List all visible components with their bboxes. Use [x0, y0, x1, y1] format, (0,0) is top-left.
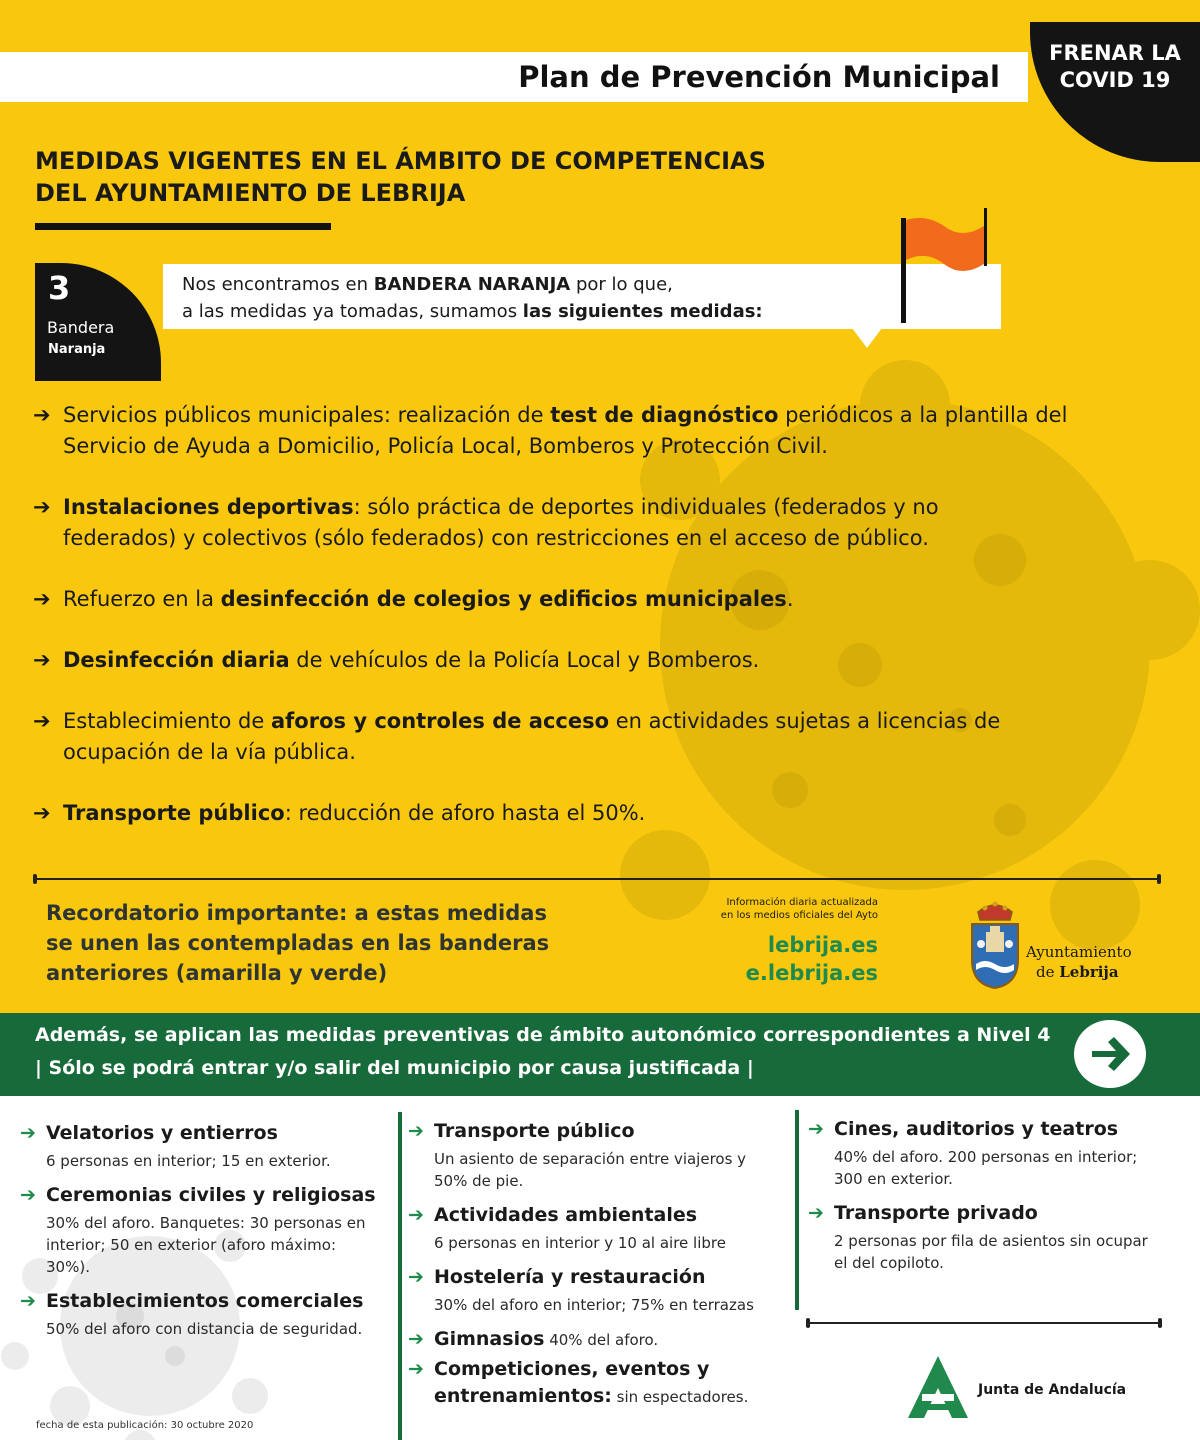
category-title: Transporte público — [434, 1120, 635, 1142]
arrow-right-icon: ➔ — [20, 1122, 36, 1144]
divider-end — [1157, 874, 1161, 884]
arrow-right-icon: ➔ — [20, 1290, 36, 1312]
category-title: Hostelería y restauración — [434, 1266, 706, 1288]
measure-text: en actividades sujetas a licencias de ocupación de la vía pública. — [63, 709, 1001, 764]
intro-bold: BANDERA NARANJA — [373, 274, 571, 295]
reminder-text — [46, 898, 616, 988]
corner-line-1: FRENAR LA — [1049, 41, 1181, 65]
arrow-right-icon: ➔ — [408, 1358, 424, 1380]
category-item — [20, 1120, 390, 1146]
measure-bold: Transporte público — [63, 801, 285, 825]
category-desc: 30% del aforo. Banquetes: 30 personas en interior; 50 en exterior (aforo máximo: 30%). — [46, 1214, 366, 1276]
intro-part: a las medidas ya tomadas, sumamos — [182, 301, 523, 322]
arrow-right-icon: ➔ — [33, 648, 51, 672]
category-title: Transporte privado — [834, 1202, 1038, 1224]
column-3 — [808, 1116, 1188, 1284]
reminder-line: Recordatorio importante: a estas medidas — [46, 901, 547, 925]
category-title: Ceremonias civiles y religiosas — [46, 1184, 376, 1206]
arrow-right-icon: ➔ — [33, 709, 51, 733]
measure-text: : reducción de aforo hasta el 50%. — [284, 801, 646, 825]
category-desc: sin espectadores. — [611, 1388, 749, 1406]
category-title: Actividades ambientales — [434, 1204, 698, 1226]
category-item — [20, 1182, 390, 1208]
heading-underline — [35, 223, 331, 230]
website-link[interactable]: lebrija.es — [767, 933, 878, 957]
measure-text: . — [786, 587, 794, 611]
measure-text: periódicos a la plantilla del Servicio de Ayuda a Domicilio, Policía Local, Bomberos y Protección Civil. — [63, 403, 1068, 458]
info-caption-line: en los medios oficiales del Ayto — [720, 910, 878, 921]
measure-text: de vehículos de la Policía Local y Bomberos. — [289, 648, 760, 672]
intro-part: por lo que, — [570, 274, 673, 295]
measure-text: Establecimiento de — [63, 709, 271, 733]
covid-corner-text — [1040, 40, 1190, 94]
measure-item — [33, 584, 1133, 615]
category-desc: 40% del aforo. — [544, 1331, 659, 1349]
category-desc: 6 personas en interior; 15 en exterior. — [46, 1152, 331, 1170]
info-caption — [700, 896, 878, 922]
intro-text — [182, 271, 763, 325]
e-website-link[interactable]: e.lebrija.es — [745, 961, 878, 985]
next-arrow-button[interactable] — [1074, 1020, 1146, 1088]
category-desc: 50% del aforo con distancia de seguridad. — [46, 1320, 363, 1338]
category-desc: 30% del aforo en interior; 75% en terrazas — [434, 1296, 754, 1314]
badge-number: 3 — [48, 269, 71, 307]
ayuntamiento-prefix: de — [1036, 963, 1060, 981]
page-title: Plan de Prevención Municipal — [518, 60, 1000, 94]
measure-bold: Desinfección diaria — [63, 648, 290, 672]
column-2 — [408, 1118, 788, 1414]
junta-andalucia-logo-icon — [906, 1352, 970, 1422]
arrow-right-icon: ➔ — [408, 1120, 424, 1142]
arrow-right-icon: ➔ — [33, 403, 51, 427]
main-heading-line-2: DEL AYUNTAMIENTO DE LEBRIJA — [35, 179, 466, 207]
ayuntamiento-sublabel — [1036, 963, 1119, 981]
category-item — [408, 1326, 788, 1352]
measure-bold: desinfección de colegios y edificios municipales — [220, 587, 787, 611]
autonomic-line-2: | Sólo se podrá entrar y/o salir del municipio por causa justificada | — [35, 1057, 754, 1079]
arrow-right-icon: ➔ — [20, 1184, 36, 1206]
category-item — [408, 1202, 788, 1228]
lebrija-crest-icon — [968, 900, 1022, 990]
reminder-line: anteriores (amarilla y verde) — [46, 961, 388, 985]
category-title: Cines, auditorios y teatros — [834, 1118, 1119, 1140]
arrow-right-icon: ➔ — [808, 1118, 824, 1140]
autonomic-line-1: Además, se aplican las medidas preventivas de ámbito autonómico correspondientes a Nivel 4 — [35, 1024, 1051, 1046]
category-title: Gimnasios — [434, 1328, 545, 1350]
category-title: Competiciones, eventos y entrenamientos: — [434, 1358, 710, 1407]
category-item — [808, 1200, 1188, 1226]
measure-text: Servicios públicos municipales: realización de — [63, 403, 551, 427]
divider — [808, 1322, 1162, 1324]
category-title: Velatorios y entierros — [46, 1122, 278, 1144]
arrow-right-icon: ➔ — [408, 1328, 424, 1350]
measure-item — [33, 645, 1133, 676]
category-item — [408, 1118, 788, 1144]
arrow-right-icon: ➔ — [33, 587, 51, 611]
divider-end — [1158, 1318, 1162, 1328]
corner-line-2: COVID 19 — [1059, 68, 1171, 92]
reminder-line: se unen las contempladas en las banderas — [46, 931, 550, 955]
category-title: Establecimientos comerciales — [46, 1290, 364, 1312]
badge-sublabel: Naranja — [48, 342, 106, 357]
divider-end — [33, 874, 37, 884]
measure-item — [33, 400, 1133, 462]
arrow-right-icon: ➔ — [408, 1266, 424, 1288]
measure-bold: test de diagnóstico — [550, 403, 779, 427]
main-heading-line-1: MEDIDAS VIGENTES EN EL ÁMBITO DE COMPETENCIAS — [35, 147, 766, 175]
intro-part: Nos encontramos en — [182, 274, 374, 295]
column-divider — [795, 1110, 799, 1310]
arrow-right-icon: ➔ — [33, 801, 51, 825]
category-item — [808, 1116, 1188, 1142]
column-divider — [398, 1112, 402, 1440]
measure-item — [33, 706, 1133, 768]
intro-bold: las siguientes medidas: — [522, 301, 763, 322]
publication-date: fecha de esta publicación: 30 octubre 2020 — [36, 1420, 254, 1431]
category-item — [408, 1356, 788, 1410]
info-caption-line: Información diaria actualizada — [726, 897, 878, 908]
measure-item — [33, 492, 1133, 554]
column-1 — [20, 1120, 390, 1350]
intro-bubble-tail — [852, 328, 882, 348]
category-desc: Un asiento de separación entre viajeros y 50% de pie. — [434, 1150, 747, 1190]
measure-bold: Instalaciones deportivas — [63, 495, 354, 519]
ayuntamiento-label: Ayuntamiento — [1026, 943, 1132, 961]
divider-end — [806, 1318, 810, 1328]
arrow-right-icon: ➔ — [33, 495, 51, 519]
measure-text: Refuerzo en la — [63, 587, 221, 611]
junta-andalucia-label: Junta de Andalucía — [978, 1382, 1127, 1398]
category-item — [20, 1288, 390, 1314]
arrow-right-icon — [1074, 1020, 1146, 1088]
measures-list — [33, 400, 1133, 829]
measure-item — [33, 798, 1133, 829]
main-heading — [35, 145, 835, 209]
measure-bold: aforos y controles de acceso — [270, 709, 610, 733]
category-item — [408, 1264, 788, 1290]
measure-text: : sólo práctica de deportes individuales (federados y no federados) y colectivos (sólo federados) con restricciones en el acceso de público. — [63, 495, 939, 550]
category-desc: 6 personas en interior y 10 al aire libre — [434, 1234, 726, 1252]
orange-flag-icon — [896, 206, 996, 326]
divider — [35, 878, 1160, 880]
category-desc: 2 personas por fila de asientos sin ocupar el del copiloto. — [834, 1232, 1148, 1272]
badge-label: Bandera — [47, 318, 115, 337]
ayuntamiento-name: Lebrija — [1059, 963, 1119, 981]
arrow-right-icon: ➔ — [808, 1202, 824, 1224]
category-desc: 40% del aforo. 200 personas en interior; 300 en exterior. — [834, 1148, 1138, 1188]
arrow-right-icon: ➔ — [408, 1204, 424, 1226]
